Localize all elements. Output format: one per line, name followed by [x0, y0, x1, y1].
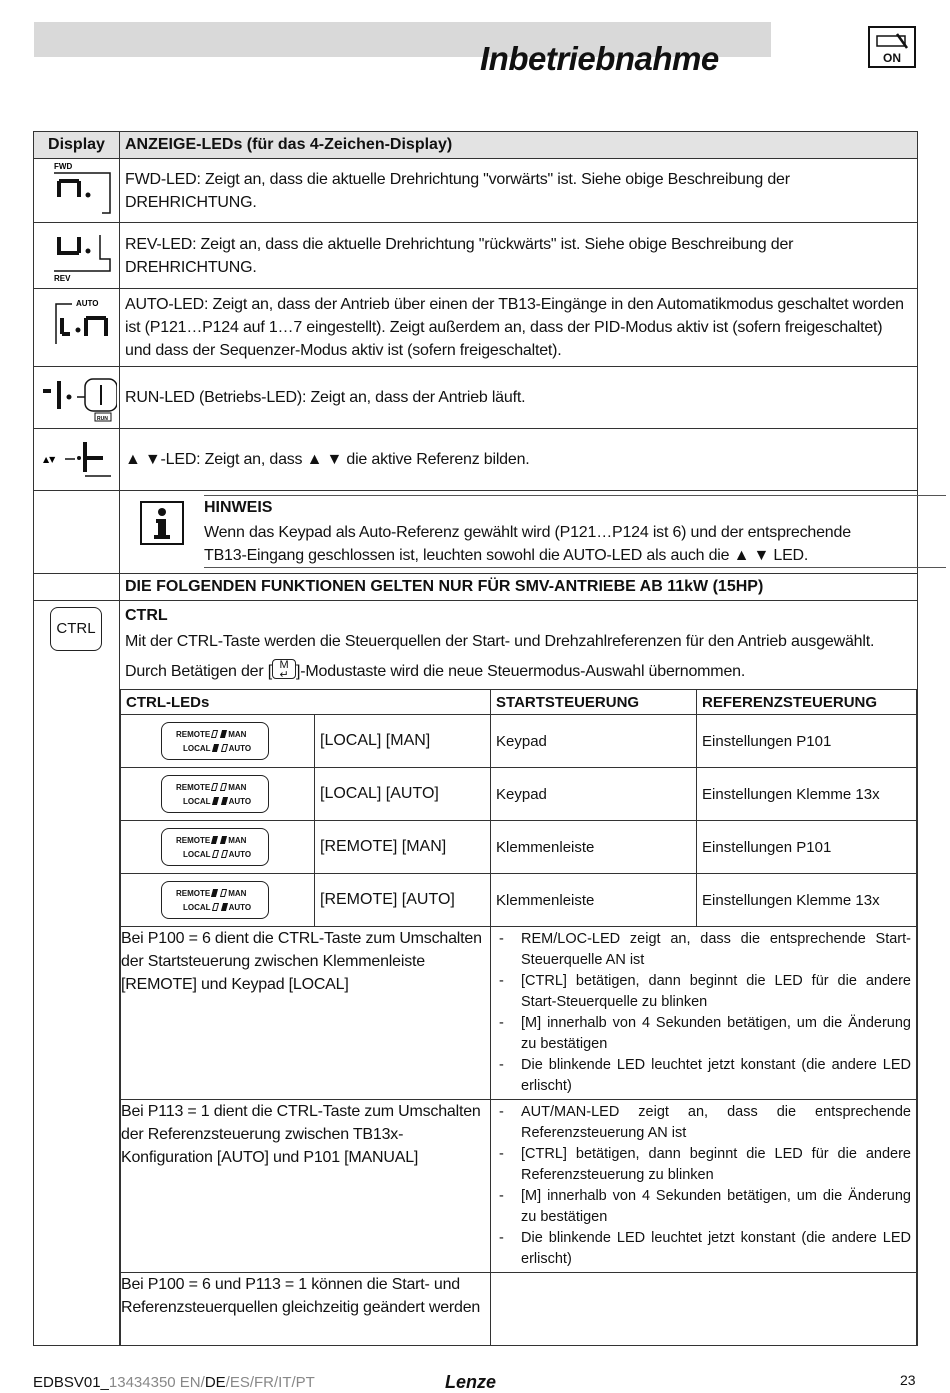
lenze-logo: Lenze [445, 1372, 497, 1392]
rev-icon-label: REV [53, 274, 70, 283]
mode-label: [LOCAL] [MAN] [315, 715, 491, 768]
note-title: HINWEIS [204, 499, 273, 516]
note-rule-bottom [204, 567, 946, 568]
simultaneous-change-desc: Bei P100 = 6 und P113 = 1 können die Start- und Referenzsteuerquellen gleichzeitig geändert werden [121, 1273, 491, 1346]
fwd-icon-label: FWD [53, 162, 72, 171]
mode-start: Klemmenleiste [491, 874, 697, 927]
ctrl-led-panel-remote-man: REMOTE MAN LOCAL AUTO [161, 828, 269, 866]
note-rule-top [204, 495, 946, 496]
ctrl-title: CTRL [125, 607, 168, 624]
mode-start: Klemmenleiste [491, 821, 697, 874]
power-on-icon [868, 26, 916, 68]
run-led-description: RUN-LED (Betriebs-LED): Zeigt an, dass der Antrieb läuft. [120, 367, 918, 429]
on-label: ON [883, 51, 901, 65]
ctrl-led-panel-local-auto: REMOTE MAN LOCAL AUTO [161, 775, 269, 813]
reference-control-header: REFERENZSTEUERUNG [697, 690, 917, 715]
mode-ref: Einstellungen Klemme 13x [697, 768, 917, 821]
step-item: - [M] innerhalb von 4 Sekunden betätigen, um die Änderung zu bestätigen [496, 1013, 911, 1055]
updown-led-description: ▲ ▼-LED: Zeigt an, dass ▲ ▼ die aktive Referenz bilden. [120, 429, 918, 491]
ctrl-led-panel-remote-auto: REMOTE MAN LOCAL AUTO [161, 881, 269, 919]
rev-led-description: REV-LED: Zeigt an, dass die aktuelle Drehrichtung "rückwärts" ist. Siehe obige Beschreibung der DREHRICHTUNG. [120, 223, 918, 289]
step-item: - Die blinkende LED leuchtet jetzt konstant (die andere LED erlischt) [496, 1055, 911, 1097]
ctrl-key-icon: CTRL [50, 607, 102, 651]
ctrl-description: Mit der CTRL-Taste werden die Steuerquellen der Start- und Drehzahlreferenzen für den Antrieb ausgewählt. [125, 633, 875, 650]
note-box [120, 491, 917, 573]
step-item: - [M] innerhalb von 4 Sekunden betätigen, um die Änderung zu bestätigen [496, 1186, 911, 1228]
info-icon [140, 501, 184, 545]
note-text: Wenn das Keypad als Auto-Referenz gewählt wird (P121…P124 ist 6) und der entsprechende TB13-Eingang geschlossen ist, leuchten sowohl die AUTO-LED als auch die ▲ ▼ LED. [204, 524, 851, 564]
mode-start: Keypad [491, 715, 697, 768]
ctrl-mode-key-text: Durch Betätigen der [ M ↵ ]-Modustaste wird die neue Steuermodus-Auswahl übernommen. [125, 659, 746, 681]
page-title: Inbetriebnahme [480, 40, 719, 77]
display-led-table [33, 131, 918, 1346]
run-icon-label: RUN [96, 416, 108, 422]
smv-section-heading: DIE FOLGENDEN FUNKTIONEN GELTEN NUR FÜR SMV-ANTRIEBE AB 11kW (15HP) [120, 574, 918, 601]
reference-control-desc: Bei P113 = 1 dient die CTRL-Taste zum Umschalten der Referenzsteuerung zwischen TB13x-Konfiguration [AUTO] und P101 [MANUAL] [121, 1100, 491, 1273]
start-control-steps [491, 927, 916, 1099]
run-led-icon [34, 367, 120, 429]
step-item: - Die blinkende LED leuchtet jetzt konstant (die andere LED erlischt) [496, 1228, 911, 1270]
fwd-led-icon [34, 159, 120, 223]
mode-label: [REMOTE] [AUTO] [315, 874, 491, 927]
mode-start: Keypad [491, 768, 697, 821]
rev-led-icon [34, 223, 120, 289]
auto-led-description: AUTO-LED: Zeigt an, dass der Antrieb über einen der TB13-Eingänge in den Automatikmodus geschaltet worden ist (P121…P124 auf 1…7 eingestellt). Zeigt außerdem an, dass der PID-Modus aktiv ist (sofern freigeschaltet) und dass der Sequenzer-Modus aktiv ist (sofern freigeschaltet). [120, 289, 918, 367]
ctrl-leds-header: CTRL-LEDs [121, 690, 491, 715]
ctrl-key-cell [34, 601, 120, 1346]
step-item: - [CTRL] betätigen, dann beginnt die LED für die andere Start-Steuerquelle zu blinken [496, 971, 911, 1013]
start-control-desc: Bei P100 = 6 dient die CTRL-Taste zum Umschalten der Startsteuerung zwischen Klemmenleiste [REMOTE] und Keypad [LOCAL] [121, 927, 491, 1100]
mode-ref: Einstellungen P101 [697, 715, 917, 768]
col-header-display: Display [34, 132, 120, 159]
auto-icon-label: AUTO [75, 299, 99, 308]
step-item: - AUT/MAN-LED zeigt an, dass die entsprechende Referenzsteuerung AN ist [496, 1102, 911, 1144]
auto-led-icon [34, 289, 120, 367]
page-number: 23 [900, 1372, 916, 1388]
updown-icon-label: ▲▼ [42, 455, 55, 464]
mode-ref: Einstellungen P101 [697, 821, 917, 874]
mode-key-icon: M ↵ [272, 659, 296, 679]
ctrl-led-panel-local-man: REMOTE MAN LOCAL AUTO [161, 722, 269, 760]
col-header-leds: ANZEIGE-LEDs (für das 4-Zeichen-Display) [120, 132, 918, 159]
ctrl-leds-table [120, 689, 917, 1345]
mode-ref: Einstellungen Klemme 13x [697, 874, 917, 927]
step-item: - REM/LOC-LED zeigt an, dass die entsprechende Start-Steuerquelle AN ist [496, 929, 911, 971]
start-control-header: STARTSTEUERUNG [491, 690, 697, 715]
updown-led-icon [34, 429, 120, 491]
fwd-led-description: FWD-LED: Zeigt an, dass die aktuelle Drehrichtung "vorwärts" ist. Siehe obige Beschreibung der DREHRICHTUNG. [120, 159, 918, 223]
doc-reference: EDBSV01_13434350 EN/DE/ES/FR/IT/PT [33, 1374, 315, 1391]
mode-label: [REMOTE] [MAN] [315, 821, 491, 874]
reference-control-steps [491, 1100, 916, 1272]
step-item: - [CTRL] betätigen, dann beginnt die LED für die andere Referenzsteuerung zu blinken [496, 1144, 911, 1186]
mode-label: [LOCAL] [AUTO] [315, 768, 491, 821]
